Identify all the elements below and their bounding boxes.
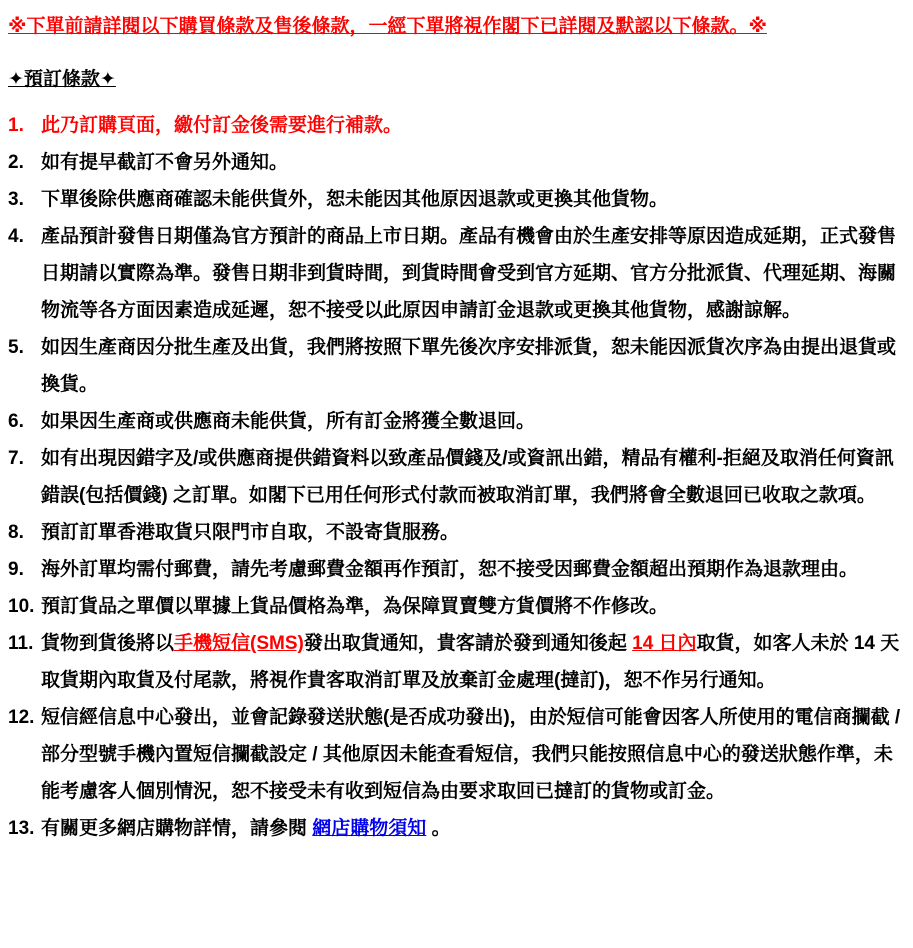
term-text [41,107,903,144]
term-text-segment: 發出取貨通知，貴客請於發到通知後起 [303,633,633,654]
term-text-segment: 此乃訂購頁面，繳付訂金後需要進行補款。 [41,115,403,136]
term-text [41,588,903,625]
term-text-segment: 預訂貨品之單價以單據上貨品價格為準，為保障買賣雙方貨價將不作修改。 [41,596,669,617]
term-number: 13. [8,818,35,839]
term-text [41,551,903,588]
term-text-segment: 產品預計發售日期僅為官方預計的商品上市日期。產品有機會由於生產安排等原因造成延期，正式發售日期請以實際為準。發售日期非到貨時間，到貨時間會受到官方延期、官方分批派貨、代理延期、海關物流等各方面因素造成延遲，恕不接受以此原因申請訂金退款或更換其他貨物，感謝諒解。 [41,226,897,321]
term-text-segment: 預訂訂單香港取貨只限門市自取，不設寄貨服務。 [41,522,460,543]
preorder-terms-title: ✦預訂條款✦ [8,69,116,90]
term-number: 10. [8,596,35,617]
term-item-6 [8,403,903,440]
term-number: 6. [8,411,24,432]
term-number: 9. [8,559,24,580]
term-item-2 [8,144,903,181]
term-item-4 [8,218,903,329]
term-number: 8. [8,522,24,543]
term-text [41,440,903,514]
store-shopping-notice-link[interactable]: 網店購物須知 [312,818,427,839]
purchase-warning-header: ※下單前請詳閱以下購買條款及售後條款，一經下單將視作閣下已詳閱及默認以下條款。※ [8,16,767,37]
term-item-3 [8,181,903,218]
term-text [41,329,903,403]
term-text-segment: 貨物到貨後將以 [41,633,175,654]
term-text-segment: 下單後除供應商確認未能供貨外，恕未能因其他原因退款或更換其他貨物。 [41,189,669,210]
term-number: 2. [8,152,24,173]
term-text [41,514,903,551]
term-text-segment: 短信經信息中心發出，並會記錄發送狀態(是否成功發出)，由於短信可能會因客人所使用的電信商攔截 / 部分型號手機內置短信攔截設定 / 其他原因未能查看短信，我們只能按照信息中心的發送狀態作準，未能考慮客人個別情況，恕不接受未有收到短信為由要求取回已撻訂的貨物或訂金。 [41,707,901,802]
term-item-7 [8,440,903,514]
term-text-segment: 如果因生產商或供應商未能供貨，所有訂金將獲全數退回。 [41,411,536,432]
term-item-8 [8,514,903,551]
term-text [41,403,903,440]
term-number: 12. [8,707,35,728]
term-item-9 [8,551,903,588]
term-item-10 [8,588,903,625]
term-text-segment: 如有提早截訂不會另外通知。 [41,152,289,173]
term-number: 1. [8,115,24,136]
term-number: 11. [8,633,34,654]
term-text [41,625,903,699]
term-number: 7. [8,448,24,469]
term-text [41,699,903,810]
term-item-1 [8,107,903,144]
term-text-segment: 有關更多網店購物詳情，請參閱 [41,818,313,839]
term-number: 5. [8,337,24,358]
term-number: 4. [8,226,24,247]
term-text-segment: 海外訂單均需付郵費，請先考慮郵費金額再作預訂，恕不接受因郵費金額超出預期作為退款理由。 [41,559,859,580]
term-text-segment: 取貨，如客人未於 14 天取貨期內取貨及付尾款，將視作貴客取消訂單及放棄訂金處理(撻訂)，恕不作另行通知。 [41,633,900,691]
term-item-11 [8,625,903,699]
highlighted-text: 14 日內 [632,633,697,654]
term-item-12 [8,699,903,810]
term-text-segment: 如有出現因錯字及/或供應商提供錯資料以致產品價錢及/或資訊出錯，精品有權利-拒絕及取消任何資訊錯誤(包括價錢) 之訂單。如閣下已用任何形式付款而被取消訂單，我們將會全數退回已收取之款項。 [41,448,894,506]
highlighted-text: 手機短信(SMS) [174,633,304,654]
terms-list [8,107,903,847]
term-text [41,810,903,847]
term-item-13 [8,810,903,847]
term-number: 3. [8,189,24,210]
term-text [41,144,903,181]
term-text-segment: 如因生產商因分批生產及出貨，我們將按照下單先後次序安排派貨，恕未能因派貨次序為由提出退貨或換貨。 [41,337,897,395]
term-text [41,218,903,329]
term-item-5 [8,329,903,403]
term-text-segment: 。 [426,818,451,839]
term-text [41,181,903,218]
